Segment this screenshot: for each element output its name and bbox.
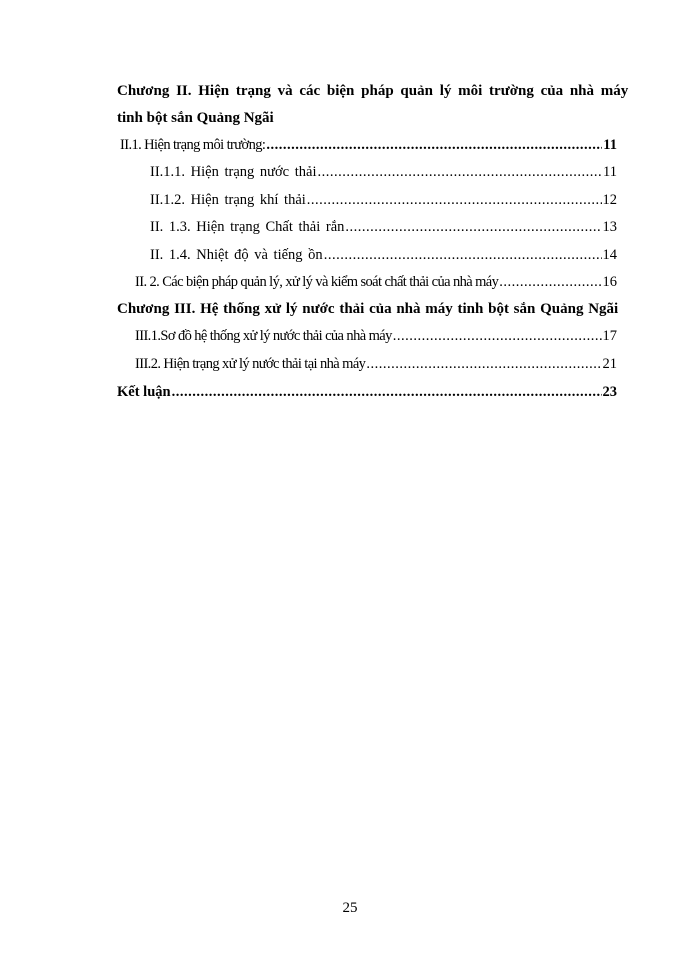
toc-page: 11	[603, 137, 617, 153]
toc-entry-II-1-4[interactable]	[150, 244, 617, 266]
dot-leader	[324, 244, 602, 266]
toc-label: II.1.2. Hiện trạng khí thải	[150, 192, 306, 208]
toc-chapter-2-title[interactable]	[117, 80, 629, 102]
toc-entry-II-1-3[interactable]	[150, 216, 617, 238]
toc-chapter-3-title[interactable]	[117, 298, 617, 320]
chapter-2-title-line2: tinh bột sắn Quảng Ngãi	[117, 110, 274, 126]
dot-leader	[366, 353, 601, 375]
dot-leader	[266, 134, 602, 156]
toc-label: III.1.Sơ đồ hệ thống xử lý nước thải của nhà máy	[135, 328, 392, 344]
toc-page: 17	[602, 328, 617, 344]
toc-page: 21	[602, 356, 617, 372]
toc-chapter-2-title-cont[interactable]	[117, 107, 617, 129]
dot-leader	[317, 161, 602, 183]
toc-label: II.1.1. Hiện trạng nước thải	[150, 164, 317, 180]
toc-label: Kết luận	[117, 384, 171, 400]
toc-entry-II-2[interactable]	[135, 271, 617, 293]
dot-leader	[307, 189, 602, 211]
dot-leader	[172, 381, 602, 403]
chapter-3-title: Chương III. Hệ thống xử lý nước thải của nhà máy tinh bột sắn Quảng Ngãi	[117, 301, 619, 317]
toc-entry-III-1[interactable]	[135, 325, 617, 347]
page-number: 25	[342, 900, 358, 916]
toc-entry-III-2[interactable]	[135, 353, 617, 375]
toc-label: II. 1.3. Hiện trạng Chất thải rắn	[150, 219, 345, 235]
toc-entry-II-1[interactable]	[120, 134, 617, 156]
dot-leader	[393, 325, 602, 347]
toc-page: 11	[603, 164, 617, 180]
toc-page: 23	[602, 384, 617, 400]
toc-label: II. 2. Các biện pháp quản lý, xử lý và kiểm soát chất thải của nhà máy	[135, 274, 499, 290]
toc-label: II. 1.4. Nhiệt độ và tiếng ồn	[150, 247, 323, 263]
toc-page: 16	[602, 274, 617, 290]
dot-leader	[499, 271, 601, 293]
toc-entry-II-1-1[interactable]	[150, 161, 617, 183]
toc-label: III.2. Hiện trạng xử lý nước thải tại nhà máy	[135, 356, 366, 372]
toc-page: 13	[602, 219, 617, 235]
chapter-2-title-line1: Chương II. Hiện trạng và các biện pháp quản lý môi trường của nhà máy	[117, 83, 629, 99]
toc-entry-II-1-2[interactable]	[150, 189, 617, 211]
dot-leader	[345, 216, 601, 238]
toc-page: 12	[602, 192, 617, 208]
toc-page: 14	[602, 247, 617, 263]
toc-entry-conclusion[interactable]	[117, 381, 617, 403]
toc-label: II.1. Hiện trạng môi trường:	[120, 137, 266, 153]
